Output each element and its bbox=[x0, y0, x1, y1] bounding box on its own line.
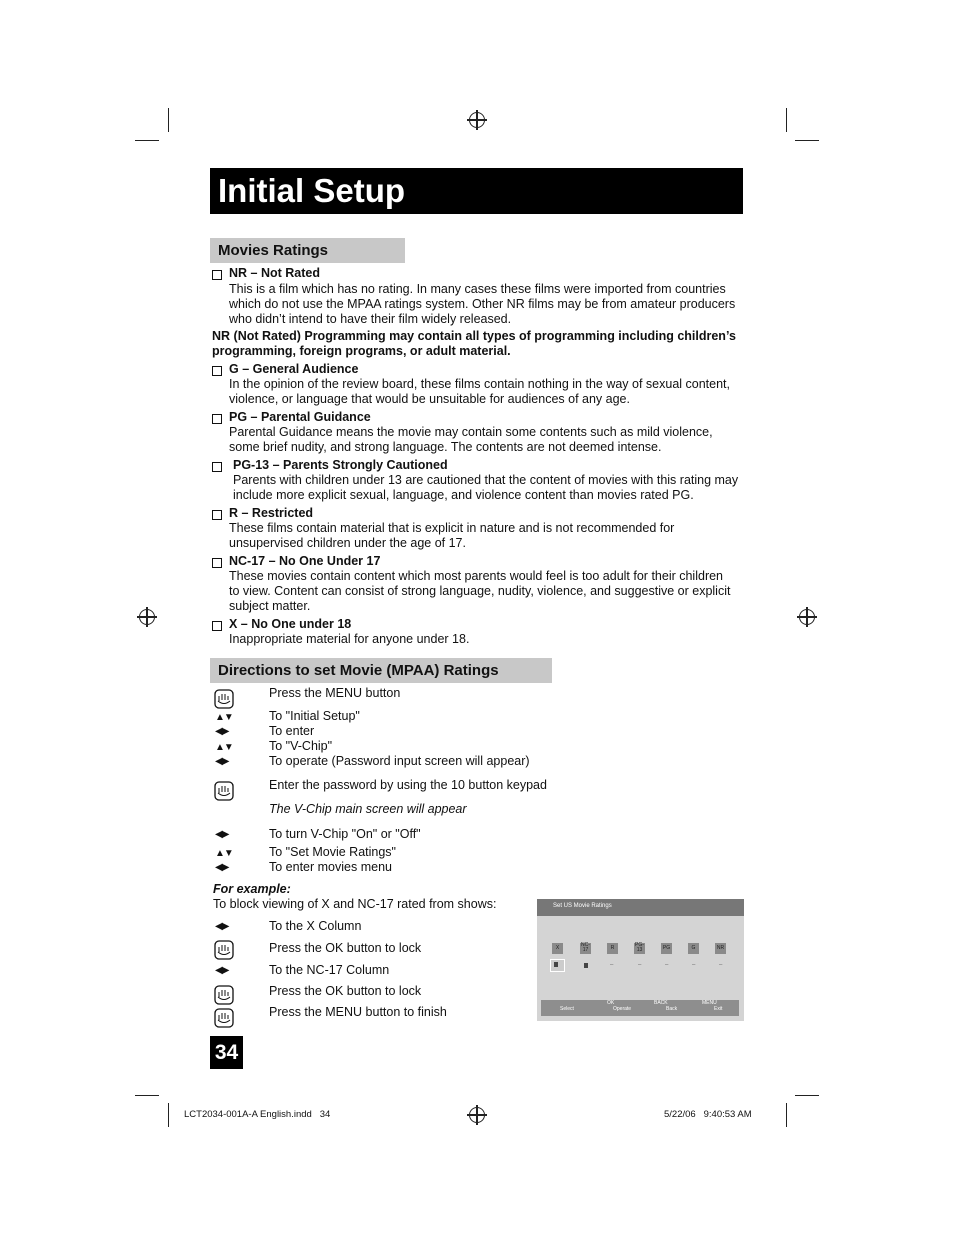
rating-text: These movies contain content which most parents would feel is too adult for their children bbox=[229, 569, 724, 583]
rating-text: These films contain material that is explicit in nature and is not recommended for bbox=[229, 521, 675, 535]
rating-text: Parental Guidance means the movie may contain some contents such as mild violence, bbox=[229, 425, 713, 439]
step-text: To "Set Movie Ratings" bbox=[269, 845, 396, 859]
crop-mark bbox=[786, 108, 787, 132]
warning-text: programming, foreign programs, or adult material. bbox=[212, 344, 511, 358]
rating-heading: PG – Parental Guidance bbox=[229, 410, 371, 424]
left-right-arrow-icon: ◀▶ bbox=[215, 726, 229, 737]
up-down-arrow-icon: ▲▼ bbox=[215, 848, 233, 859]
lock-icon bbox=[554, 962, 558, 967]
crop-mark bbox=[786, 1103, 787, 1127]
rating-text: violence, or language that would be unsuitable for audiences of any age. bbox=[229, 392, 630, 406]
rating-box: PG bbox=[661, 943, 672, 954]
footer-back: Back bbox=[666, 1006, 678, 1012]
page-number: 34 bbox=[210, 1036, 243, 1069]
footer-select: Select bbox=[560, 1006, 574, 1012]
rating-text: Inappropriate material for anyone under 18. bbox=[229, 632, 470, 646]
rating-text: which do not use the MPAA ratings system. Other NR films may be from amateur producers bbox=[229, 297, 736, 311]
crop-mark bbox=[168, 108, 169, 132]
hand-press-icon bbox=[213, 780, 235, 802]
rating-text: In the opinion of the review board, these films contain nothing in the way of sexual content, bbox=[229, 377, 731, 391]
dash: – bbox=[719, 962, 723, 968]
section-heading-movies-ratings: Movies Ratings bbox=[210, 238, 405, 263]
crop-mark bbox=[135, 1095, 159, 1096]
rating-text: include more explicit sexual, language, and violence content than movies rated PG. bbox=[233, 488, 694, 502]
up-down-arrow-icon: ▲▼ bbox=[215, 712, 233, 723]
warning-text: NR (Not Rated) Programming may contain all types of programming including children’s bbox=[212, 329, 736, 343]
footer-file-name: LCT2034-001A-A English.indd 34 bbox=[184, 1109, 331, 1120]
registration-mark-icon bbox=[469, 112, 485, 128]
hand-press-icon bbox=[213, 688, 235, 710]
hand-press-icon bbox=[213, 984, 235, 1006]
footer-ok-key: OK bbox=[607, 1000, 615, 1006]
step-text: To "Initial Setup" bbox=[269, 709, 360, 723]
example-text: To block viewing of X and NC-17 rated from shows: bbox=[213, 897, 497, 911]
example-label: For example: bbox=[213, 882, 291, 896]
example-step: To the NC-17 Column bbox=[269, 963, 390, 977]
footer-menu-key: MENU bbox=[702, 1000, 717, 1006]
footer-back-key: BACK bbox=[654, 1000, 668, 1006]
rating-text: Parents with children under 13 are cautioned that the content of movies with this rating may bbox=[233, 473, 739, 487]
registration-mark-icon bbox=[469, 1107, 485, 1123]
step-text: To "V-Chip" bbox=[269, 739, 333, 753]
rating-heading: R – Restricted bbox=[229, 506, 314, 520]
rating-box: PG-13 bbox=[635, 942, 644, 953]
footer-timestamp: 5/22/06 9:40:53 AM bbox=[664, 1109, 752, 1120]
example-step: To the X Column bbox=[269, 919, 362, 933]
rating-heading: NR – Not Rated bbox=[229, 266, 320, 280]
tv-screen-illustration bbox=[537, 899, 744, 1021]
registration-mark-icon bbox=[799, 609, 815, 625]
rating-text: who didn’t intend to have their film widely released. bbox=[229, 312, 512, 326]
checkbox-icon bbox=[212, 558, 222, 568]
dash: – bbox=[665, 962, 669, 968]
checkbox-icon bbox=[212, 366, 222, 376]
footer-operate: Operate bbox=[613, 1006, 632, 1012]
up-down-arrow-icon: ▲▼ bbox=[215, 742, 233, 753]
crop-mark bbox=[168, 1103, 169, 1127]
checkbox-icon bbox=[212, 621, 222, 631]
example-step: Press the OK button to lock bbox=[269, 941, 422, 955]
rating-text: unsupervised children under the age of 17. bbox=[229, 536, 466, 550]
dash: – bbox=[692, 962, 696, 968]
screen-title: Set US Movie Ratings bbox=[553, 903, 612, 909]
footer-exit: Exit bbox=[714, 1006, 723, 1012]
rating-box: R bbox=[607, 943, 618, 954]
rating-box: X bbox=[552, 943, 563, 954]
page-title-bar bbox=[210, 168, 743, 214]
left-right-arrow-icon: ◀▶ bbox=[215, 921, 229, 932]
rating-text: This is a film which has no rating. In many cases these films were imported from countries bbox=[229, 282, 726, 296]
lock-icon bbox=[584, 963, 588, 968]
rating-box: NR bbox=[715, 943, 726, 954]
rating-box: NC-17 bbox=[581, 942, 590, 953]
screen-footer bbox=[541, 1000, 739, 1016]
rating-heading: X – No One under 18 bbox=[229, 617, 352, 631]
step-text: To enter movies menu bbox=[269, 860, 392, 874]
hand-press-icon bbox=[213, 939, 235, 961]
checkbox-icon bbox=[212, 510, 222, 520]
section-heading-directions: Directions to set Movie (MPAA) Ratings bbox=[210, 658, 552, 683]
dash: – bbox=[638, 962, 642, 968]
dash: – bbox=[610, 962, 614, 968]
left-right-arrow-icon: ◀▶ bbox=[215, 829, 229, 840]
rating-heading: PG-13 – Parents Strongly Cautioned bbox=[233, 458, 448, 472]
step-text: To enter bbox=[269, 724, 315, 738]
rating-box: G bbox=[688, 943, 699, 954]
rating-text: to view. Content can consist of strong language, nudity, violence, and suggestive or explicit bbox=[229, 584, 731, 598]
step-text: Press the MENU button bbox=[269, 686, 401, 700]
step-text: To operate (Password input screen will appear) bbox=[269, 754, 530, 768]
registration-mark-icon bbox=[139, 609, 155, 625]
crop-mark bbox=[795, 140, 819, 141]
step-note: The V-Chip main screen will appear bbox=[269, 802, 467, 816]
rating-heading: NC-17 – No One Under 17 bbox=[229, 554, 381, 568]
left-right-arrow-icon: ◀▶ bbox=[215, 862, 229, 873]
checkbox-icon bbox=[212, 270, 222, 280]
left-right-arrow-icon: ◀▶ bbox=[215, 965, 229, 976]
step-text: Enter the password by using the 10 button keypad bbox=[269, 778, 547, 792]
left-right-arrow-icon: ◀▶ bbox=[215, 756, 229, 767]
crop-mark bbox=[795, 1095, 819, 1096]
checkbox-icon bbox=[212, 414, 222, 424]
example-step: Press the MENU button to finish bbox=[269, 1005, 447, 1019]
page-title: Initial Setup bbox=[218, 172, 406, 209]
hand-press-icon bbox=[213, 1007, 235, 1029]
crop-mark bbox=[135, 140, 159, 141]
rating-text: some brief nudity, and strong language. The contents are not deemed intense. bbox=[229, 440, 662, 454]
rating-text: subject matter. bbox=[229, 599, 311, 613]
screen-title-bar bbox=[537, 899, 744, 916]
example-step: Press the OK button to lock bbox=[269, 984, 422, 998]
checkbox-icon bbox=[212, 462, 222, 472]
step-text: To turn V-Chip "On" or "Off" bbox=[269, 827, 421, 841]
rating-heading: G – General Audience bbox=[229, 362, 359, 376]
